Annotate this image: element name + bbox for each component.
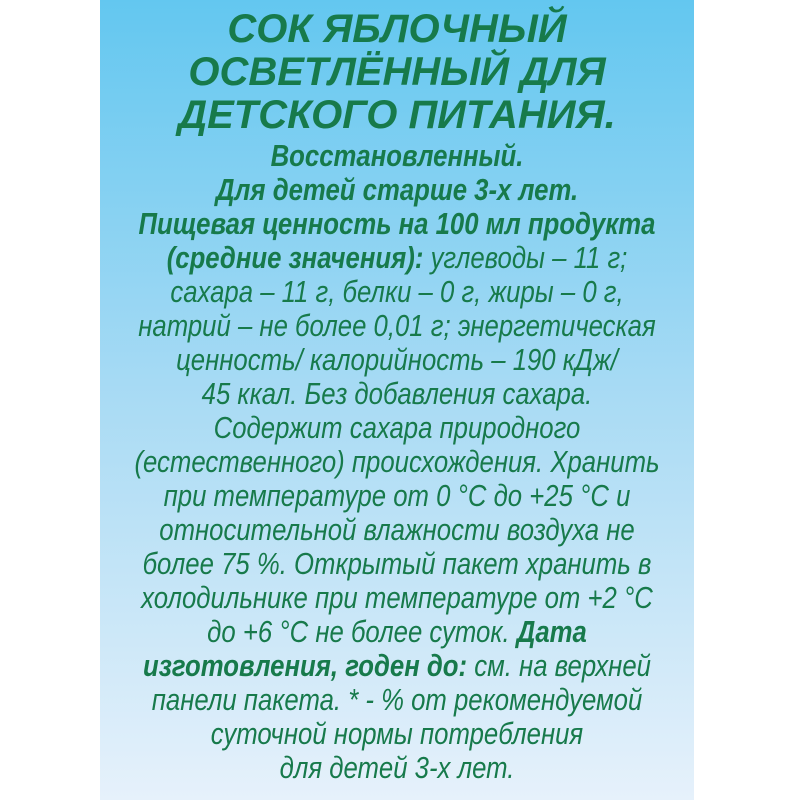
label-body-text bbox=[100, 139, 694, 785]
body-text-segment: холодильнике при температуре от +2 °C bbox=[141, 580, 653, 615]
body-line-1 bbox=[100, 139, 694, 173]
body-line-18 bbox=[100, 717, 694, 751]
body-line-14 bbox=[100, 581, 694, 615]
body-line-4 bbox=[100, 241, 694, 275]
body-line-16 bbox=[100, 649, 694, 683]
body-text-segment: (естественного) происхождения. Хранить bbox=[134, 444, 660, 479]
body-text-bold-segment: Пищевая ценность на 100 мл продукта bbox=[138, 206, 656, 241]
body-text-segment: до +6 °C не более суток. bbox=[207, 614, 517, 649]
body-text-segment: Содержит сахара природного bbox=[213, 410, 581, 445]
title-line-2: ОСВЕТЛЁННЫЙ ДЛЯ bbox=[188, 50, 606, 94]
body-text-bold-segment: Дата bbox=[516, 614, 587, 649]
body-text-segment: углеводы – 11 г; bbox=[423, 240, 628, 275]
body-line-3 bbox=[100, 207, 694, 241]
body-text-segment: при температуре от 0 °C до +25 °C и bbox=[163, 478, 631, 513]
title-line-1: СОК ЯБЛОЧНЫЙ bbox=[227, 7, 567, 51]
body-text-segment: более 75 %. Открытый пакет хранить в bbox=[142, 546, 652, 581]
body-line-10 bbox=[100, 445, 694, 479]
body-text-segment: см. на верхней bbox=[467, 648, 651, 683]
body-line-8 bbox=[100, 377, 694, 411]
title-line-3: ДЕТСКОГО ПИТАНИЯ. bbox=[178, 93, 616, 137]
body-text-segment: суточной нормы потребления bbox=[210, 716, 584, 751]
body-line-19 bbox=[100, 751, 694, 785]
body-text-bold-segment: изготовления, годен до: bbox=[143, 648, 468, 683]
body-text-segment: 45 ккал. Без добавления сахара. bbox=[201, 376, 593, 411]
body-text-segment: натрий – не более 0,01 г; энергетическая bbox=[138, 308, 656, 343]
label-title bbox=[100, 0, 694, 137]
body-line-2 bbox=[100, 173, 694, 207]
body-text-bold-segment: Для детей старше 3-х лет. bbox=[215, 172, 579, 207]
body-line-7 bbox=[100, 343, 694, 377]
juice-carton-back-label bbox=[100, 0, 694, 800]
body-line-15 bbox=[100, 615, 694, 649]
body-text-segment: панели пакета. * - % от рекомендуемой bbox=[151, 682, 643, 717]
body-text-bold-segment: Восстановленный. bbox=[270, 138, 524, 173]
body-text-segment: относительной влажности воздуха не bbox=[159, 512, 635, 547]
body-line-9 bbox=[100, 411, 694, 445]
body-line-5 bbox=[100, 275, 694, 309]
body-line-6 bbox=[100, 309, 694, 343]
body-text-bold-segment: (средние значения): bbox=[166, 240, 424, 275]
body-line-12 bbox=[100, 513, 694, 547]
body-line-11 bbox=[100, 479, 694, 513]
body-text-segment: сахара – 11 г, белки – 0 г, жиры – 0 г, bbox=[170, 274, 624, 309]
body-text-segment: ценность/ калорийность – 190 кДж/ bbox=[176, 342, 618, 377]
body-line-13 bbox=[100, 547, 694, 581]
body-line-17 bbox=[100, 683, 694, 717]
body-text-segment: для детей 3-х лет. bbox=[279, 750, 515, 785]
